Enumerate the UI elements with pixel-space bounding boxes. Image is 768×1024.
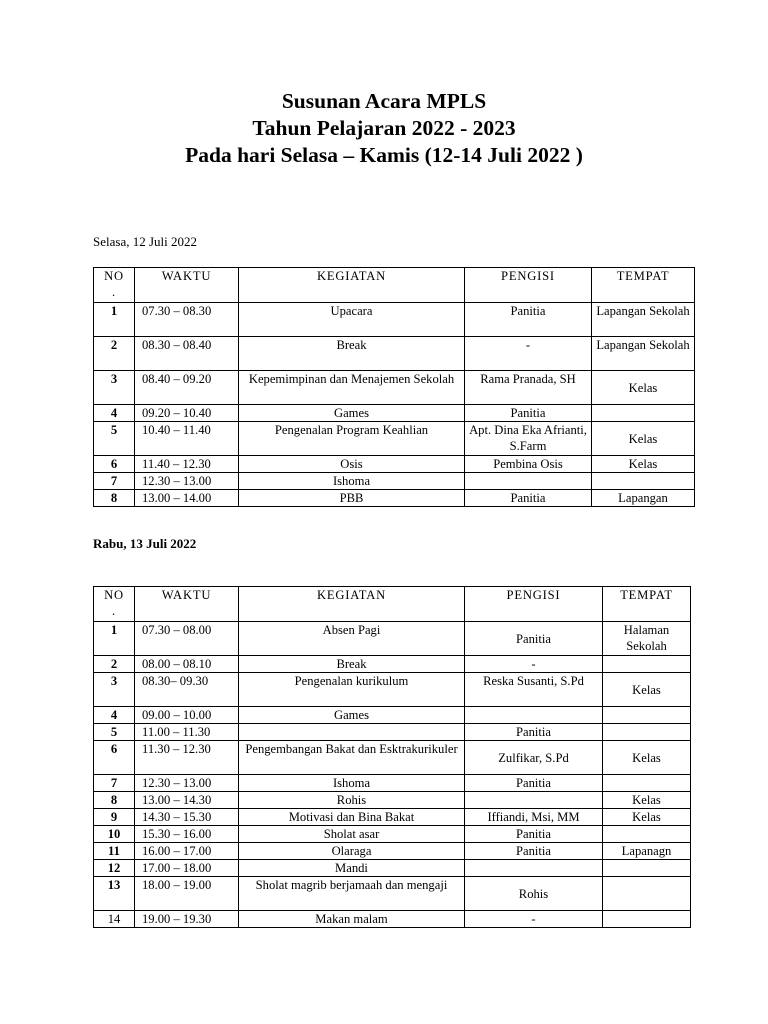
cell-no: 1 xyxy=(94,622,135,656)
cell-no: 6 xyxy=(94,456,135,473)
cell-pengisi: Panitia xyxy=(465,303,592,337)
cell-tempat: Kelas xyxy=(592,456,695,473)
cell-kegiatan: Makan malam xyxy=(239,911,465,928)
cell-waktu: 08.30 – 08.40 xyxy=(135,337,239,371)
cell-no: 4 xyxy=(94,707,135,724)
cell-no: 14 xyxy=(94,911,135,928)
table-row xyxy=(94,877,691,911)
cell-tempat xyxy=(592,405,695,422)
cell-pengisi: Panitia xyxy=(465,843,603,860)
cell-no: 5 xyxy=(94,724,135,741)
cell-pengisi: Apt. Dina Eka Afrianti, S.Farm xyxy=(465,422,592,456)
cell-tempat: Kelas xyxy=(592,422,695,456)
cell-waktu: 18.00 – 19.00 xyxy=(135,877,239,911)
cell-pengisi: - xyxy=(465,656,603,673)
cell-tempat xyxy=(603,826,691,843)
cell-kegiatan xyxy=(239,724,465,741)
cell-kegiatan: Absen Pagi xyxy=(239,622,465,656)
table-row xyxy=(94,673,691,707)
cell-tempat xyxy=(603,775,691,792)
table-row xyxy=(94,337,695,371)
cell-kegiatan: Upacara xyxy=(239,303,465,337)
cell-pengisi: - xyxy=(465,337,592,371)
table-row xyxy=(94,826,691,843)
header-pengisi: PENGISI xyxy=(465,587,603,622)
cell-pengisi: Panitia xyxy=(465,405,592,422)
cell-kegiatan: Rohis xyxy=(239,792,465,809)
cell-no: 4 xyxy=(94,405,135,422)
cell-waktu: 10.40 – 11.40 xyxy=(135,422,239,456)
cell-kegiatan: Break xyxy=(239,656,465,673)
header-waktu: WAKTU xyxy=(135,587,239,622)
cell-waktu: 09.20 – 10.40 xyxy=(135,405,239,422)
table-row xyxy=(94,911,691,928)
cell-waktu: 13.00 – 14.30 xyxy=(135,792,239,809)
cell-pengisi: Pembina Osis xyxy=(465,456,592,473)
schedule-table-day2 xyxy=(93,586,691,928)
title-line-1: Susunan Acara MPLS xyxy=(281,89,487,113)
cell-pengisi xyxy=(465,792,603,809)
table-row xyxy=(94,724,691,741)
table-row xyxy=(94,422,695,456)
cell-tempat: Lapangan Sekolah xyxy=(592,303,695,337)
table-row xyxy=(94,809,691,826)
cell-pengisi: Panitia xyxy=(465,775,603,792)
cell-waktu: 11.40 – 12.30 xyxy=(135,456,239,473)
cell-tempat: Kelas xyxy=(603,673,691,707)
cell-pengisi: Zulfikar, S.Pd xyxy=(465,741,603,775)
cell-pengisi: Reska Susanti, S.Pd xyxy=(465,673,603,707)
title-line-3: Pada hari Selasa – Kamis (12-14 Juli 2022 ) xyxy=(185,143,583,167)
cell-no: 2 xyxy=(94,337,135,371)
table-row xyxy=(94,405,695,422)
cell-pengisi: Panitia xyxy=(465,826,603,843)
cell-kegiatan: Pengenalan kurikulum xyxy=(239,673,465,707)
cell-no: 1 xyxy=(94,303,135,337)
table-row xyxy=(94,792,691,809)
table-row xyxy=(94,456,695,473)
cell-no: 5 xyxy=(94,422,135,456)
cell-waktu: 07.30 – 08.00 xyxy=(135,622,239,656)
table-row xyxy=(94,707,691,724)
cell-waktu: 15.30 – 16.00 xyxy=(135,826,239,843)
cell-tempat: Lapangan xyxy=(592,490,695,507)
table-row xyxy=(94,371,695,405)
header-tempat: TEMPAT xyxy=(592,268,695,303)
cell-tempat: Lapangan Sekolah xyxy=(592,337,695,371)
cell-waktu: 08.00 – 08.10 xyxy=(135,656,239,673)
header-kegiatan: KEGIATAN xyxy=(239,587,465,622)
cell-waktu: 12.30 – 13.00 xyxy=(135,775,239,792)
table-row xyxy=(94,656,691,673)
header-tempat: TEMPAT xyxy=(603,587,691,622)
cell-waktu: 09.00 – 10.00 xyxy=(135,707,239,724)
cell-pengisi: Iffiandi, Msi, MM xyxy=(465,809,603,826)
table-row xyxy=(94,473,695,490)
cell-pengisi: Rohis xyxy=(465,877,603,911)
cell-tempat xyxy=(603,656,691,673)
cell-kegiatan: Ishoma xyxy=(239,775,465,792)
cell-waktu: 12.30 – 13.00 xyxy=(135,473,239,490)
cell-no: 8 xyxy=(94,792,135,809)
cell-kegiatan: Motivasi dan Bina Bakat xyxy=(239,809,465,826)
header-no: NO . xyxy=(94,587,135,622)
cell-no: 3 xyxy=(94,371,135,405)
cell-pengisi xyxy=(465,860,603,877)
cell-no: 7 xyxy=(94,775,135,792)
cell-kegiatan: Sholat asar xyxy=(239,826,465,843)
cell-no: 9 xyxy=(94,809,135,826)
cell-tempat xyxy=(603,911,691,928)
header-no: NO . xyxy=(94,268,135,303)
cell-waktu: 17.00 – 18.00 xyxy=(135,860,239,877)
cell-waktu: 13.00 – 14.00 xyxy=(135,490,239,507)
cell-tempat: Kelas xyxy=(592,371,695,405)
cell-no: 10 xyxy=(94,826,135,843)
cell-waktu: 11.00 – 11.30 xyxy=(135,724,239,741)
table-row xyxy=(94,741,691,775)
cell-pengisi xyxy=(465,707,603,724)
cell-tempat: Kelas xyxy=(603,809,691,826)
table-row xyxy=(94,860,691,877)
cell-no: 6 xyxy=(94,741,135,775)
cell-kegiatan: Break xyxy=(239,337,465,371)
table-header-row xyxy=(94,268,695,303)
cell-tempat xyxy=(603,707,691,724)
cell-tempat: Kelas xyxy=(603,741,691,775)
cell-no: 2 xyxy=(94,656,135,673)
table-row xyxy=(94,843,691,860)
cell-waktu: 16.00 – 17.00 xyxy=(135,843,239,860)
cell-tempat xyxy=(603,877,691,911)
cell-tempat: Halaman Sekolah xyxy=(603,622,691,656)
table-header-row xyxy=(94,587,691,622)
cell-waktu: 19.00 – 19.30 xyxy=(135,911,239,928)
cell-pengisi: Panitia xyxy=(465,724,603,741)
cell-kegiatan: Kepemimpinan dan Menajemen Sekolah xyxy=(239,371,465,405)
cell-waktu: 08.40 – 09.20 xyxy=(135,371,239,405)
cell-waktu: 11.30 – 12.30 xyxy=(135,741,239,775)
cell-no: 12 xyxy=(94,860,135,877)
cell-no: 3 xyxy=(94,673,135,707)
cell-pengisi: Panitia xyxy=(465,622,603,656)
day1-label: Selasa, 12 Juli 2022 xyxy=(93,234,197,249)
cell-tempat: Kelas xyxy=(603,792,691,809)
cell-kegiatan: Sholat magrib berjamaah dan mengaji xyxy=(239,877,465,911)
header-pengisi: PENGISI xyxy=(465,268,592,303)
cell-kegiatan: Games xyxy=(239,405,465,422)
schedule-table-day1 xyxy=(93,267,695,507)
cell-kegiatan: Osis xyxy=(239,456,465,473)
cell-kegiatan: Pengenalan Program Keahlian xyxy=(239,422,465,456)
cell-kegiatan: Ishoma xyxy=(239,473,465,490)
table-row xyxy=(94,775,691,792)
cell-no: 11 xyxy=(94,843,135,860)
table-row xyxy=(94,303,695,337)
header-waktu: WAKTU xyxy=(135,268,239,303)
cell-kegiatan: Olaraga xyxy=(239,843,465,860)
header-kegiatan: KEGIATAN xyxy=(239,268,465,303)
cell-tempat xyxy=(603,860,691,877)
cell-pengisi xyxy=(465,473,592,490)
title-line-2: Tahun Pelajaran 2022 - 2023 xyxy=(252,116,516,140)
table-row xyxy=(94,622,691,656)
cell-tempat: Lapanagn xyxy=(603,843,691,860)
cell-no: 7 xyxy=(94,473,135,490)
cell-kegiatan: Pengembangan Bakat dan Esktrakurikuler xyxy=(239,741,465,775)
cell-waktu: 14.30 – 15.30 xyxy=(135,809,239,826)
cell-pengisi: Panitia xyxy=(465,490,592,507)
cell-kegiatan: Mandi xyxy=(239,860,465,877)
day2-label: Rabu, 13 Juli 2022 xyxy=(93,536,197,551)
document-title xyxy=(0,88,768,169)
cell-waktu: 08.30– 09.30 xyxy=(135,673,239,707)
cell-kegiatan: Games xyxy=(239,707,465,724)
table-row xyxy=(94,490,695,507)
cell-kegiatan: PBB xyxy=(239,490,465,507)
cell-no: 13 xyxy=(94,877,135,911)
cell-pengisi: Rama Pranada, SH xyxy=(465,371,592,405)
cell-no: 8 xyxy=(94,490,135,507)
cell-waktu: 07.30 – 08.30 xyxy=(135,303,239,337)
cell-tempat xyxy=(592,473,695,490)
cell-tempat xyxy=(603,724,691,741)
cell-pengisi: - xyxy=(465,911,603,928)
